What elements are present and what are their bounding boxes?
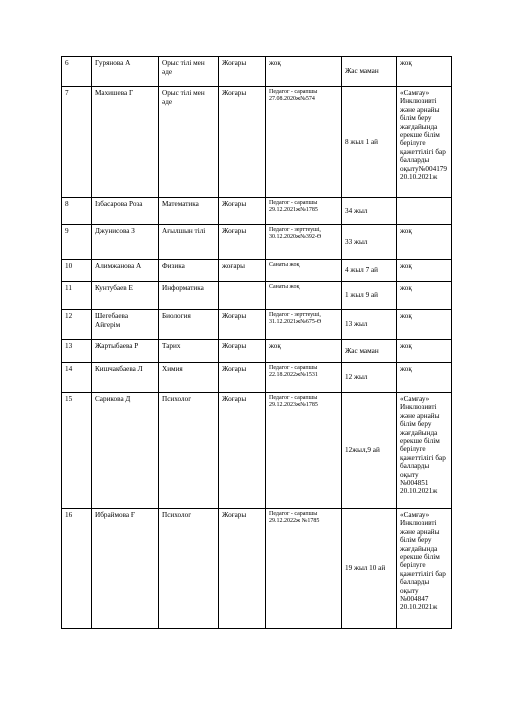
course: жоқ [397,282,452,310]
row-number: 16 [62,509,92,629]
table-row [62,225,452,260]
education: Жоғары [219,87,266,198]
teacher-name: Гурянова А [92,57,159,87]
course: жоқ [397,363,452,393]
education: Жоғары [219,363,266,393]
category: жоқ [266,340,342,363]
experience: 8 жыл 1 ай [342,87,397,198]
experience: Жас маман [342,340,397,363]
teacher-name: Джунисова З [92,225,159,260]
teacher-name: Ибраймова Ғ [92,509,159,629]
teacher-name: Кунтубаев Е [92,282,159,310]
subject: Информатика [159,282,219,310]
subject: Психолог [159,509,219,629]
experience: 12 жыл [342,363,397,393]
subject: Орыс тілі мен әде [159,57,219,87]
teacher-name: Шегебаева Айгерім [92,310,159,340]
table-row [62,363,452,393]
category: Санаты жоқ [266,282,342,310]
subject: Математика [159,198,219,225]
table-row [62,57,452,87]
experience: 1 жыл 9 ай [342,282,397,310]
staff-table [61,56,452,629]
row-number: 15 [62,393,92,509]
row-number: 12 [62,310,92,340]
table-row [62,87,452,198]
row-number: 7 [62,87,92,198]
experience: Жас маман [342,57,397,87]
education: Жоғары [219,198,266,225]
table-row [62,393,452,509]
course: «Самғау» Инклюзивті және арнайы білім беру жағдайында ерекше білім берілуге қажеттілігі бар балларды оқыту №004847 20.10.2021ж [397,509,452,629]
row-number: 10 [62,260,92,282]
course: жоқ [397,225,452,260]
category: жоқ [266,57,342,87]
category: Педагог - сарапшы 29.12.2023ж№1785 [266,393,342,509]
row-number: 6 [62,57,92,87]
table-row [62,310,452,340]
teacher-name: Ізбасарова Роза [92,198,159,225]
category: Педагог - зерттеуші, 30.12.2020ж№392-Ө [266,225,342,260]
education: Жоғары [219,340,266,363]
category: Педагог - сарапшы 22.18.2022ж№1531 [266,363,342,393]
education: Жоғары [219,509,266,629]
table-row [62,340,452,363]
education [219,282,266,310]
course: жоқ [397,310,452,340]
category: Педагог - сарапшы 29.12.2022ж №1785 [266,509,342,629]
course: жоқ [397,340,452,363]
education: жоғары [219,260,266,282]
course: жоқ [397,260,452,282]
subject: Физика [159,260,219,282]
experience: 19 жыл 10 ай [342,509,397,629]
row-number: 8 [62,198,92,225]
table-row [62,509,452,629]
category: Педагог - зерттеуші, 31.12.2021ж№675-Ө [266,310,342,340]
course [397,198,452,225]
teacher-name: Сарикова Д [92,393,159,509]
education: Жоғары [219,310,266,340]
teacher-name: Кишчакбаева Л [92,363,159,393]
category: Педагог - сарапшы 29.12.2021ж№1785 [266,198,342,225]
row-number: 14 [62,363,92,393]
row-number: 13 [62,340,92,363]
experience: 13 жыл [342,310,397,340]
teacher-name: Алимжанова А [92,260,159,282]
subject: Ағылшын тілі [159,225,219,260]
experience: 34 жыл [342,198,397,225]
course: жоқ [397,57,452,87]
table-row [62,198,452,225]
course: «Самғау» Инклюзивті және арнайы білім беру жағдайында ерекше білім берілуге қажеттілігі бар балларды оқыту№004179 20.10.2021ж [397,87,452,198]
row-number: 11 [62,282,92,310]
experience: 12жыл,9 ай [342,393,397,509]
experience: 4 жыл 7 ай [342,260,397,282]
category: Санаты жоқ [266,260,342,282]
education: Жоғары [219,57,266,87]
teacher-name: Жартыбаева Р [92,340,159,363]
education: Жоғары [219,225,266,260]
subject: Биология [159,310,219,340]
category: Педагог - сарапшы 27.08.2020ж№574 [266,87,342,198]
table-row [62,282,452,310]
subject: Орыс тілі мен әде [159,87,219,198]
experience: 33 жыл [342,225,397,260]
subject: Психолог [159,393,219,509]
subject: Химия [159,363,219,393]
education: Жоғары [219,393,266,509]
table-row [62,260,452,282]
course: «Самғау» Инклюзивті және арнайы білім беру жағдайында ерекше білім берілуге қажеттілігі бар балларды оқыту №004851 20.10.2021ж [397,393,452,509]
subject: Тарих [159,340,219,363]
teacher-name: Махишева Г [92,87,159,198]
row-number: 9 [62,225,92,260]
